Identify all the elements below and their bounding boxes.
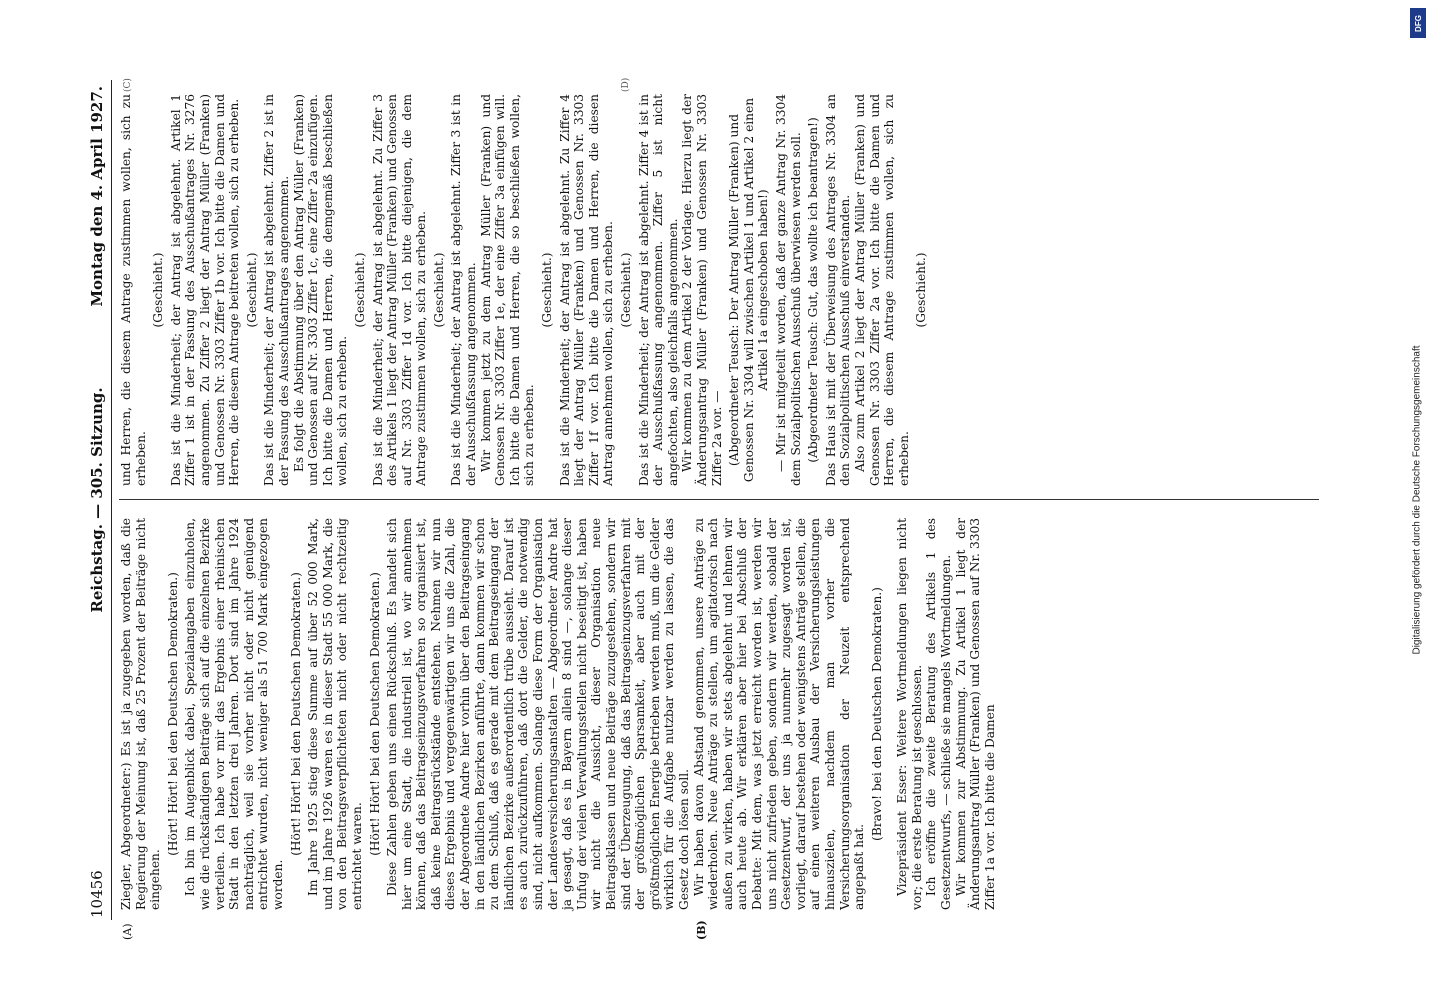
- interjection: (Geschieht.): [151, 252, 166, 328]
- paragraph: Das Haus ist mit der Überweisung des Antrages Nr. 3304 an den Sozialpolitischen Ausschuß einverstanden.: [823, 94, 853, 486]
- paragraph: Das ist die Minderheit; der Antrag ist abgelehnt. Artikel 1 Ziffer 1 ist in der Fassung des Ausschußantrages Nr. 3276 angenommen. Zu Ziffer 2 liegt der Antrag Müller (Franken) und Genossen Nr. 3303 Ziffer 1b vor. Ich bitte die Damen und Herren, die diesem Antrage beitreten wollen, sich zu erheben.: [168, 94, 242, 486]
- paragraph: Das ist die Minderheit; der Antrag ist abgelehnt. Zu Ziffer 3 des Artikels 1 liegt der Antrag Müller (Franken) und Genossen auf Nr. 3303 Ziffer 1d vor. Ich bitte diejenigen, die dem Antrage zustimmen wollen, sich zu erheben.: [370, 94, 429, 486]
- paragraph: Wir kommen zur Abstimmung. Zu Artikel 1 liegt der Änderungsantrag Müller (Franken) und Genossen auf Nr. 3303 Ziffer 1a vor. Ich bitte die Damen: [953, 518, 997, 910]
- interjection: (Geschieht.): [431, 252, 446, 328]
- paragraph: Diese Zahlen geben uns einen Rückschluß. Es handelt sich hier um eine Stadt, die industriell ist, wo wir annehmen können, daß das Beitragseinzugsverfahren so organisiert ist, daß keine Beitragsrückstände entstehen. Nehmen wir nun dieses Ergebnis und vergegenwärtigen wir uns die Zahl, die der Abgeordnete Andre hier vorhin über den Beitragseingang in den ländlichen Bezirken anführte, dann kommen wir schon zu dem Schluß, daß es gerade mit dem Beitragseingang der ländlichen Bezirke außerordentlich trübe aussieht. Darauf ist es auch zurückzuführen, daß dort die Gelder, die notwendig sind, nicht aufkommen. Solange diese Form der Organisation der Landesversicherungsanstalten — Abgeordneter Andre hat ja gesagt, daß es in Bayern allein 8 sind —, solange dieser Unfug der vielen Verwaltungsstellen nicht beseitigt ist, haben wir nicht die Aussicht, dieser Organisation neue Beitragsklassen und neue Beiträge zuzugestehen, sondern wir sind der Überzeugung, daß das Beitragseinzugsverfahren mit der größtmöglichen Sparsamkeit, aber auch mit der größtmöglichen Energie betrieben werden muß, um die Gelder wirklich für die Aufgabe nutzbar werden zu lassen, die das Gesetz doch lösen soll.: [385, 518, 691, 910]
- margin-marker-b: (B): [695, 920, 708, 940]
- header-session: Reichstag. — 305. Sitzung.: [88, 387, 106, 613]
- page-number: 10456: [88, 870, 106, 918]
- paragraph: und Herren, die diesem Antrage zustimmen wollen, sich zu erheben.: [119, 94, 148, 486]
- paragraph: Ich bin im Augenblick dabei, Spezialangaben einzuholen, wie die rückständigen Beiträge sich auf die einzelnen Bezirke verteilen. Ich habe vor mir das Ergebnis einer rheinischen Stadt in den letzten drei Jahren. Dort sind im Jahre 1924 nachträglich, weil sie vorher nicht oder nicht genügend entrichtet wurden, nicht weniger als 51 700 Mark eingezogen worden.: [183, 518, 285, 910]
- paragraph: Das ist die Minderheit; der Antrag ist abgelehnt. Zu Ziffer 4 liegt der Antrag Müller (Franken) und Genossen Nr. 3303 Ziffer 1f vor. Ich bitte die Damen und Herren, die diesen Antrag annehmen wollen, sich zu erheben.: [557, 94, 616, 486]
- interjection: (Geschieht.): [352, 252, 367, 328]
- document-page: [85, 77, 1345, 940]
- paragraph: Ziegler, Abgeordneter:) Es ist ja zugegeben worden, daß die Regierung der Meinung ist, daß 25 Prozent der Beiträge nicht eingehen.: [119, 518, 163, 910]
- digitization-note-text: Digitalisierung gefördert durch die Deutsche Forschungsgemeinschaft: [1411, 345, 1423, 655]
- interjection: (Abgeordneter Teusch: Der Antrag Müller (Franken) und Genossen Nr. 3304 will zwischen Artikel 1 und Artikel 2 einen Artikel 1a eingeschoben haben!): [727, 97, 771, 483]
- page-header: [85, 80, 112, 920]
- interjection: (Geschieht.): [619, 252, 633, 328]
- left-column: [119, 518, 997, 910]
- interjection: (Hört! Hört! bei den Deutschen Demokraten.): [367, 572, 382, 856]
- paragraph: Das ist die Minderheit; der Antrag ist abgelehnt. Ziffer 2 ist in der Fassung des Ausschußantrages angenommen.: [262, 94, 291, 486]
- interjection: (Hört! Hört! bei den Deutschen Demokraten.): [288, 572, 303, 856]
- dfg-logo: DFG: [1410, 8, 1426, 38]
- paragraph-gap: [887, 518, 895, 910]
- interjection: (Bravo! bei den Deutschen Demokraten.): [869, 587, 884, 841]
- paragraph: Also zum Artikel 2 liegt der Antrag Müller (Franken) und Genossen Nr. 3303 Ziffer 2a vor. Ich bitte die Damen und Herren, die diesem Antrage zustimmen wollen, sich zu erheben.: [852, 94, 911, 486]
- paragraph: Es folgt die Abstimmung über den Antrag Müller (Franken) und Genossen auf Nr. 3303 Ziffer 1c, eine Ziffer 2a einzufügen. Ich bitte die Damen und Herren, die demgemäß beschließen wollen, sich zu erheben.: [291, 94, 350, 486]
- digitization-note: [1406, 0, 1428, 1000]
- margin-marker-a: (A): [121, 923, 134, 940]
- right-column: [119, 94, 932, 486]
- header-date: Montag den 4. April 1927.: [88, 86, 106, 307]
- paragraph: — Mir ist mitgeteilt worden, daß der ganze Antrag Nr. 3304 dem Sozialpolitischen Ausschuß überwiesen werden soll.: [773, 94, 803, 486]
- interjection: (Abgeordneter Teusch: Gut, das wollte ich beantragen!): [806, 117, 821, 463]
- interjection: (Hört! Hört! bei den Deutschen Demokraten.): [165, 572, 180, 856]
- paragraph: Ich eröffne die zweite Beratung des Artikels 1 des Gesetzentwurfs, — schließe sie mangels Wortmeldungen.: [924, 518, 954, 910]
- margin-marker-d: (D): [621, 77, 631, 92]
- paragraph: Vizepräsident Esser: Weitere Wortmeldungen liegen nicht vor; die erste Beratung ist geschlossen.: [895, 518, 924, 910]
- paragraph: Das ist die Minderheit; der Antrag ist abgelehnt. Ziffer 4 ist in der Ausschußfassung angenommen. Ziffer 5 ist nicht angefochten, also gleichfalls angenommen.: [636, 94, 680, 486]
- column-divider: [119, 499, 1319, 500]
- paragraph: Wir haben davon Abstand genommen, unsere Anträge zu wiederholen. Neue Anträge zu stellen, um agitatorisch nach außen zu wirken, haben wir stets abgelehnt und lehnen wir auch heute ab. Wir erklären aber hier bei Abschluß der Debatte: Mit dem, was jetzt erreicht worden ist, werden wir uns nicht zufrieden geben, sondern wir werden, sobald der Gesetzentwurf, der uns ja nunmehr zugesagt worden ist, vorliegt, darauf bestehen oder wenigstens Anträge stellen, die auf einen weiteren Ausbau der Versicherungsleistungen hinauszielen, nachdem man vorher die Versicherungsorganisation der Neuzeit entsprechend angepaßt hat.: [691, 518, 867, 910]
- paragraph: Wir kommen jetzt zu dem Antrag Müller (Franken) und Genossen Nr. 3303 Ziffer 1e, der eine Ziffer 3a einfügen will. Ich bitte die Damen und Herren, die so beschließen wollen, sich zu erheben.: [478, 94, 537, 486]
- paragraph: Das ist die Minderheit; der Antrag ist abgelehnt. Ziffer 3 ist in der Ausschußfassung angenommen.: [449, 94, 479, 486]
- paragraph: Im Jahre 1925 stieg diese Summe auf über 52 000 Mark, und im Jahre 1926 waren es in dieser Stadt 55 000 Mark, die von den Beitragsverpflichteten nicht oder nicht rechtzeitig entrichtet waren.: [306, 518, 364, 910]
- paragraph: Wir kommen zu dem Artikel 2 der Vorlage. Hierzu liegt der Änderungsantrag Müller (Franken) und Genossen Nr. 3303 Ziffer 2a vor. —: [680, 94, 724, 486]
- interjection: (Geschieht.): [540, 252, 555, 328]
- interjection: (Geschieht.): [244, 252, 259, 328]
- margin-marker-c: (C): [123, 78, 133, 92]
- interjection: (Geschieht.): [914, 252, 929, 328]
